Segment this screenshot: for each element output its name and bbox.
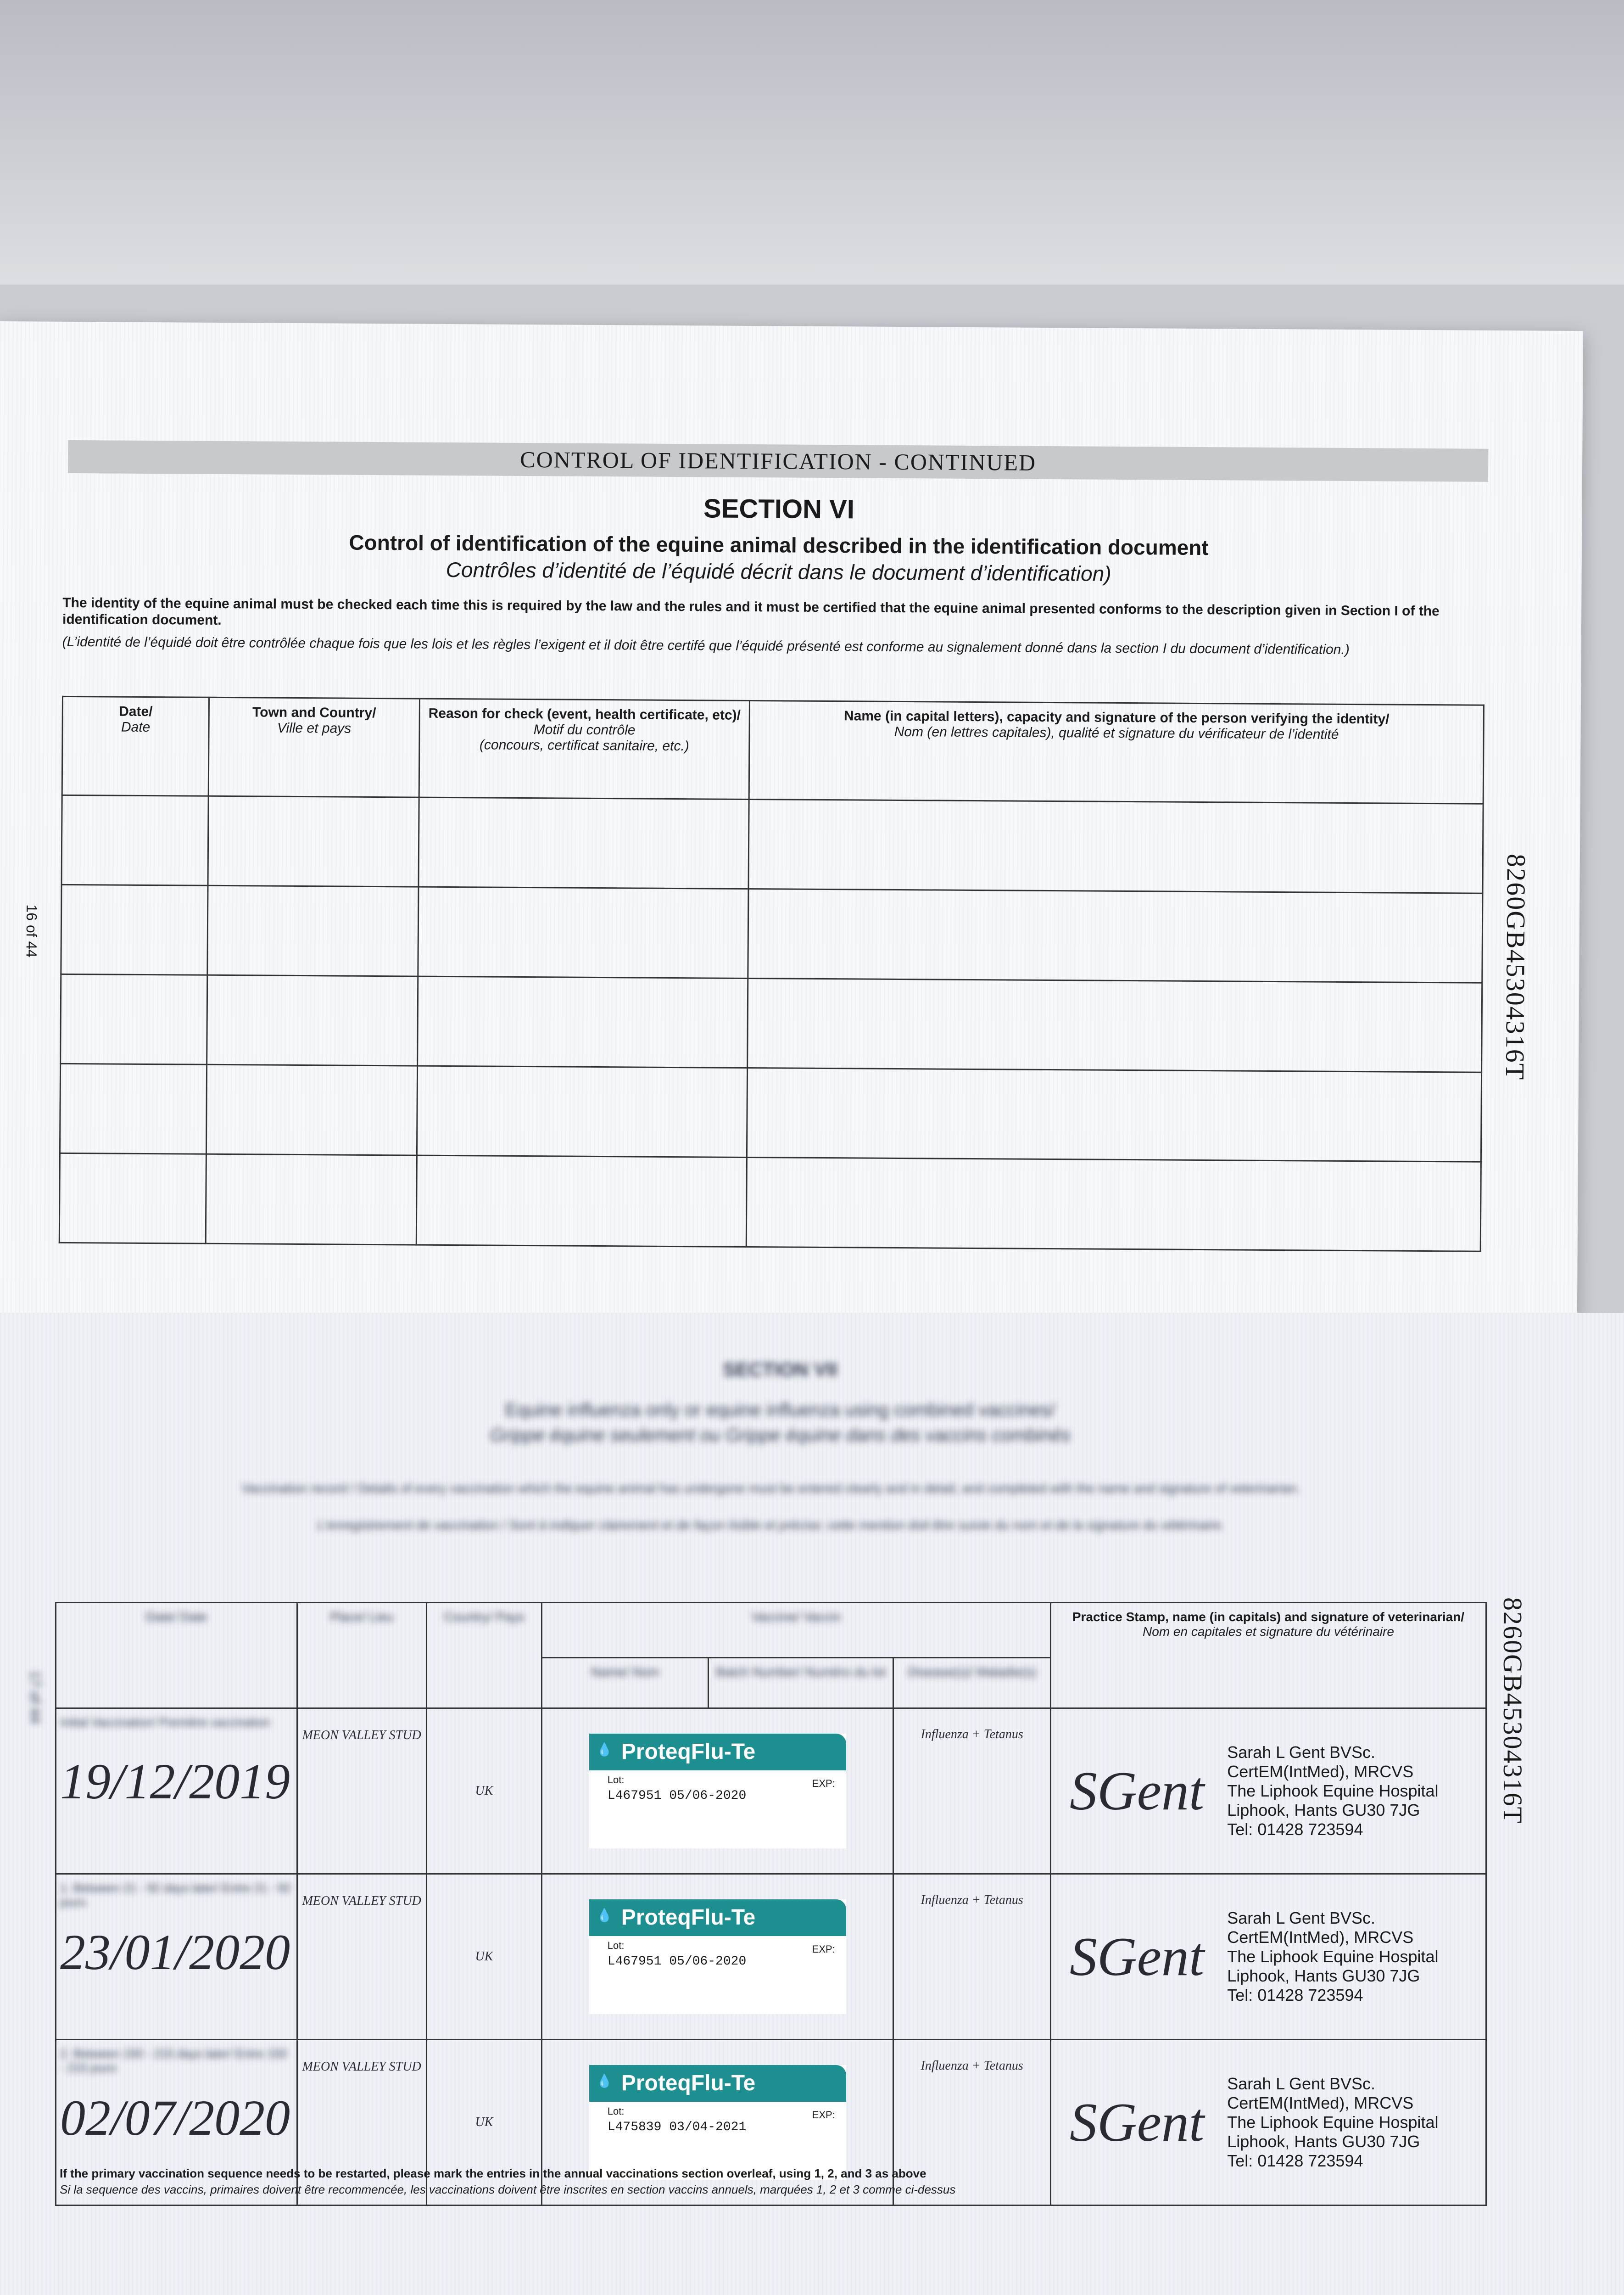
blurred-paragraph-fr: L'enregistrement de vaccination / Sont à indiquer clairement et de façon lisible et précise; cette mention doit être suivie du nom et de la signature du vétérinaire. [317, 1518, 1225, 1532]
vaccination-date: 23/01/2020 [60, 1924, 290, 1980]
drop-icon: 💧 [596, 1742, 613, 1757]
practice-stamp: Sarah L Gent BVSc. CertEM(IntMed), MRCVS The Liphook Equine Hospital Liphook, Hants GU30 7JG Tel: 01428 723594 [1227, 1909, 1439, 2004]
column-header-disease: Disease(s)/ Maladie(s) [893, 1658, 1051, 1708]
exp-label: EXP: [812, 2109, 835, 2121]
practice-stamp: Sarah L Gent BVSc. CertEM(IntMed), MRCVS The Liphook Equine Hospital Liphook, Hants GU30 7JG Tel: 01428 723594 [1227, 2074, 1439, 2170]
vaccine-sticker [589, 2065, 846, 2180]
table-row [61, 974, 1482, 1072]
date-cell[interactable] [56, 1708, 297, 1874]
lot-label: Lot: [607, 2105, 625, 2117]
page-number: 16 of 44 [23, 904, 40, 958]
town-cell[interactable] [207, 975, 418, 1066]
blurred-subtitle-fr: Grippe équine seulement ou Grippe équine dans des vaccins combinés [490, 1425, 1071, 1445]
column-header-batch: Batch Number/ Numéro du lot [709, 1658, 893, 1708]
verifier-cell[interactable] [747, 1068, 1481, 1162]
lot-number: L467951 05/06-2020 [607, 1789, 747, 1803]
country-cell[interactable]: UK [426, 1874, 542, 2040]
verifier-cell[interactable] [748, 978, 1482, 1072]
vet-signature: SGent [1069, 1760, 1205, 1821]
exp-label: EXP: [812, 1778, 835, 1789]
vet-stamp-cell [1050, 1874, 1486, 2040]
town-cell[interactable] [206, 1154, 417, 1245]
vaccination-step: Initial Vaccination/ Première vaccination [60, 1715, 270, 1729]
country-cell[interactable]: UK [426, 2040, 542, 2205]
column-header-town: Town and Country/ Ville et pays [208, 697, 419, 797]
intro-text-en: The identity of the equine animal must be checked each time this is required by the law and the rules and it must be certified that the equine animal presented conforms to the description given in Section I of the identification document. [62, 595, 1440, 628]
document-number: 8260GB45304316T [1500, 854, 1531, 1081]
vaccination-page [0, 1313, 1624, 2295]
lot-number: L467951 05/06-2020 [607, 1954, 747, 1969]
place-cell[interactable]: MEON VALLEY STUD [297, 1874, 426, 2040]
vaccine-label-cell [542, 1874, 893, 2040]
column-header-stamp: Practice Stamp, name (in capitals) and signature of veterinarian/ Nom en capitales et signature du vétérinaire [1050, 1603, 1486, 1708]
background-shadow [0, 0, 1624, 285]
vet-stamp-cell [1050, 1708, 1486, 1874]
disease-cell[interactable]: Influenza + Tetanus [893, 1708, 1051, 1874]
town-cell[interactable] [206, 1064, 417, 1155]
vaccination-step: 2. Between 150 - 215 days later/ Entre 150 - 215 jours [60, 2047, 287, 2075]
table-row [59, 1153, 1481, 1251]
lot-label: Lot: [607, 1774, 625, 1786]
exp-label: EXP: [812, 1943, 835, 1955]
identity-check-table [59, 696, 1484, 1252]
date-cell[interactable] [59, 1153, 206, 1243]
verifier-cell[interactable] [746, 1157, 1481, 1251]
vaccine-sticker [589, 1734, 846, 1848]
drop-icon: 💧 [596, 1908, 613, 1922]
section-title: SECTION VI [703, 493, 855, 525]
date-cell[interactable] [61, 795, 208, 885]
practice-stamp: Sarah L Gent BVSc. CertEM(IntMed), MRCVS The Liphook Equine Hospital Liphook, Hants GU30 7JG Tel: 01428 723594 [1227, 1743, 1439, 1839]
country-cell[interactable]: UK [426, 1708, 542, 1874]
column-header-name: Name/ Nom [542, 1658, 709, 1708]
vet-signature: SGent [1069, 1926, 1205, 1987]
page-number: 17 of 44 [27, 1671, 44, 1724]
section-subtitle-en: Control of identification of the equine animal described in the identification document [349, 530, 1209, 560]
vaccine-name: ProteqFlu-Te [589, 2065, 846, 2102]
disease-cell[interactable]: Influenza + Tetanus [893, 1874, 1051, 2040]
table-row [61, 795, 1483, 893]
place-cell[interactable]: MEON VALLEY STUD [297, 2040, 426, 2205]
intro-text-fr: (L’identité de l’équidé doit être contrôlée chaque fois que les lois et les règles l’exigent et il doit être certifé que l’équidé présenté est conforme au signalement donné dans la section I du document d’identification.) [62, 634, 1350, 657]
vet-signature: SGent [1069, 2092, 1205, 2153]
column-header-date: Date/ Date [62, 696, 209, 796]
vaccination-date: 02/07/2020 [60, 2090, 290, 2146]
verifier-cell[interactable] [748, 799, 1483, 893]
section-subtitle-fr: Contrôles d’identité de l’équidé décrit dans le document d’identification) [446, 557, 1111, 586]
reason-cell[interactable] [418, 976, 748, 1068]
vaccination-date: 19/12/2019 [60, 1753, 290, 1809]
document-number: 8260GB45304316T [1498, 1597, 1528, 1824]
date-cell[interactable] [61, 884, 208, 975]
reason-cell[interactable] [416, 1155, 747, 1247]
town-cell[interactable] [208, 796, 419, 887]
column-header-country: Country/ Pays [426, 1603, 542, 1708]
verifier-cell[interactable] [748, 889, 1483, 983]
lot-number: L475839 03/04-2021 [607, 2120, 747, 2134]
section-banner: CONTROL OF IDENTIFICATION - CONTINUED [68, 440, 1488, 482]
footnote-fr: Si la sequence des vaccins, primaires doivent être recommencée, les vaccinations doivent être inscrites en section vaccins annuels, marquées 1, 2 et 3 comme ci-dessus [60, 2183, 956, 2196]
table-row [61, 884, 1483, 983]
blurred-paragraph: Vaccination record / Details of every vaccination which the equine animal has undergone must be entered clearly and in detail, and completed with the name and signature of veterinarian. [241, 1481, 1300, 1495]
vaccination-step: 1. Between 21 - 92 days later/ Entre 21 - 92 jours [60, 1881, 291, 1909]
column-header-place: Place/ Lieu [297, 1603, 426, 1708]
column-header-reason: Reason for check (event, health certificate, etc)/ Motif du contrôle (concours, certificat sanitaire, etc.) [419, 699, 749, 799]
date-cell[interactable] [61, 974, 207, 1064]
blurred-subtitle: Equine influenza only or equine influenza using combined vaccines/ [505, 1400, 1055, 1420]
vaccine-sticker [589, 1899, 846, 2014]
blurred-section-title: SECTION VII [723, 1359, 837, 1380]
date-cell[interactable] [60, 1064, 206, 1154]
table-row [60, 1064, 1481, 1162]
drop-icon: 💧 [596, 2074, 613, 2088]
reason-cell[interactable] [418, 887, 748, 978]
column-header-date: Date/ Date [56, 1603, 297, 1708]
town-cell[interactable] [207, 885, 419, 976]
column-header-vaccine: Vaccine/ Vaccin [542, 1603, 1051, 1658]
place-cell[interactable]: MEON VALLEY STUD [297, 1708, 426, 1874]
vaccination-row [56, 1708, 1486, 1874]
footnote-en: If the primary vaccination sequence needs to be restarted, please mark the entries in the annual vaccinations section overleaf, using 1, 2, and 3 as above [60, 2166, 926, 2180]
disease-cell[interactable]: Influenza + Tetanus [893, 2040, 1051, 2205]
lot-label: Lot: [607, 1940, 625, 1951]
date-cell[interactable] [56, 1874, 297, 2040]
vaccine-name: ProteqFlu-Te [589, 1899, 846, 1936]
identification-control-page [0, 321, 1583, 1322]
vaccine-label-cell [542, 1708, 893, 1874]
reason-cell[interactable] [419, 797, 749, 889]
vaccination-row [56, 1874, 1486, 2040]
vaccination-table [55, 1602, 1487, 2206]
vet-stamp-cell [1050, 2040, 1486, 2205]
column-header-verifier: Name (in capital letters), capacity and signature of the person verifying the identity/ Nom (en lettres capitales), qualité et signature du vérificateur de l’identité [749, 700, 1484, 804]
reason-cell[interactable] [417, 1066, 747, 1157]
vaccine-name: ProteqFlu-Te [589, 1734, 846, 1770]
